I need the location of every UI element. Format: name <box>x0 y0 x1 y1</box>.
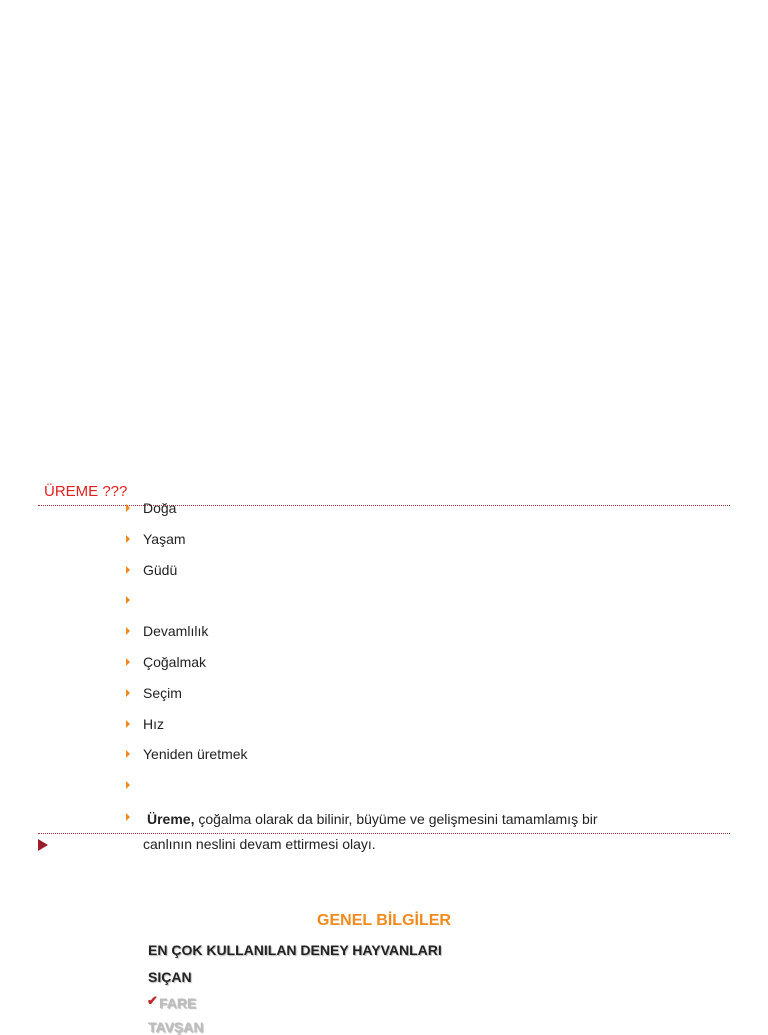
bullet-icon <box>126 689 130 697</box>
list-item-label: Yaşam <box>143 530 186 547</box>
animal-item: FARE <box>159 995 197 1011</box>
bullet-icon <box>126 720 130 728</box>
list-item <box>126 591 646 622</box>
list-item <box>126 530 646 561</box>
bullet-icon <box>126 627 130 635</box>
definition-item <box>126 807 626 857</box>
bullet-icon <box>126 658 130 666</box>
list-item <box>126 684 646 715</box>
list-item <box>126 622 646 653</box>
section-subheading: EN ÇOK KULLANILAN DENEY HAYVANLARI <box>148 942 442 958</box>
list-item <box>126 561 646 592</box>
bullet-list <box>126 499 646 807</box>
checkmark-icon: ✔ <box>147 993 158 1008</box>
list-item <box>126 499 646 530</box>
bullet-icon <box>126 596 130 604</box>
animal-item: TAVŞAN <box>148 1019 204 1035</box>
bullet-icon <box>126 750 130 758</box>
list-item-label: Seçim <box>143 684 182 701</box>
list-item <box>126 653 646 684</box>
list-item-label: Çoğalmak <box>143 653 207 670</box>
list-item-label: Devamlılık <box>143 623 209 640</box>
definition-body: çoğalma olarak da bilinir, büyüme ve gelişmesini tamamlamış bir canlının neslini devam ettirmesi olayı. <box>143 811 598 852</box>
list-item <box>126 745 646 776</box>
definition-term: Üreme, <box>147 811 195 827</box>
slide-title: ÜREME ??? <box>44 483 128 500</box>
section-heading: GENEL BİLGİLER <box>317 912 451 929</box>
list-item-label: Yeniden üretmek <box>143 746 248 763</box>
list-item-label: Doğa <box>143 500 177 516</box>
list-item <box>126 715 646 746</box>
bullet-icon <box>126 813 130 821</box>
list-item-label: Hız <box>143 715 164 732</box>
play-arrow-icon[interactable] <box>38 839 48 851</box>
bullet-icon <box>126 781 130 789</box>
animal-item: SIÇAN <box>148 969 192 985</box>
list-item-label: Güdü <box>143 561 178 578</box>
bullet-icon <box>126 535 130 543</box>
bullet-icon <box>126 566 130 574</box>
definition-text <box>126 807 626 857</box>
list-item <box>126 776 646 807</box>
footer-divider <box>38 833 730 834</box>
bullet-icon <box>126 504 130 512</box>
